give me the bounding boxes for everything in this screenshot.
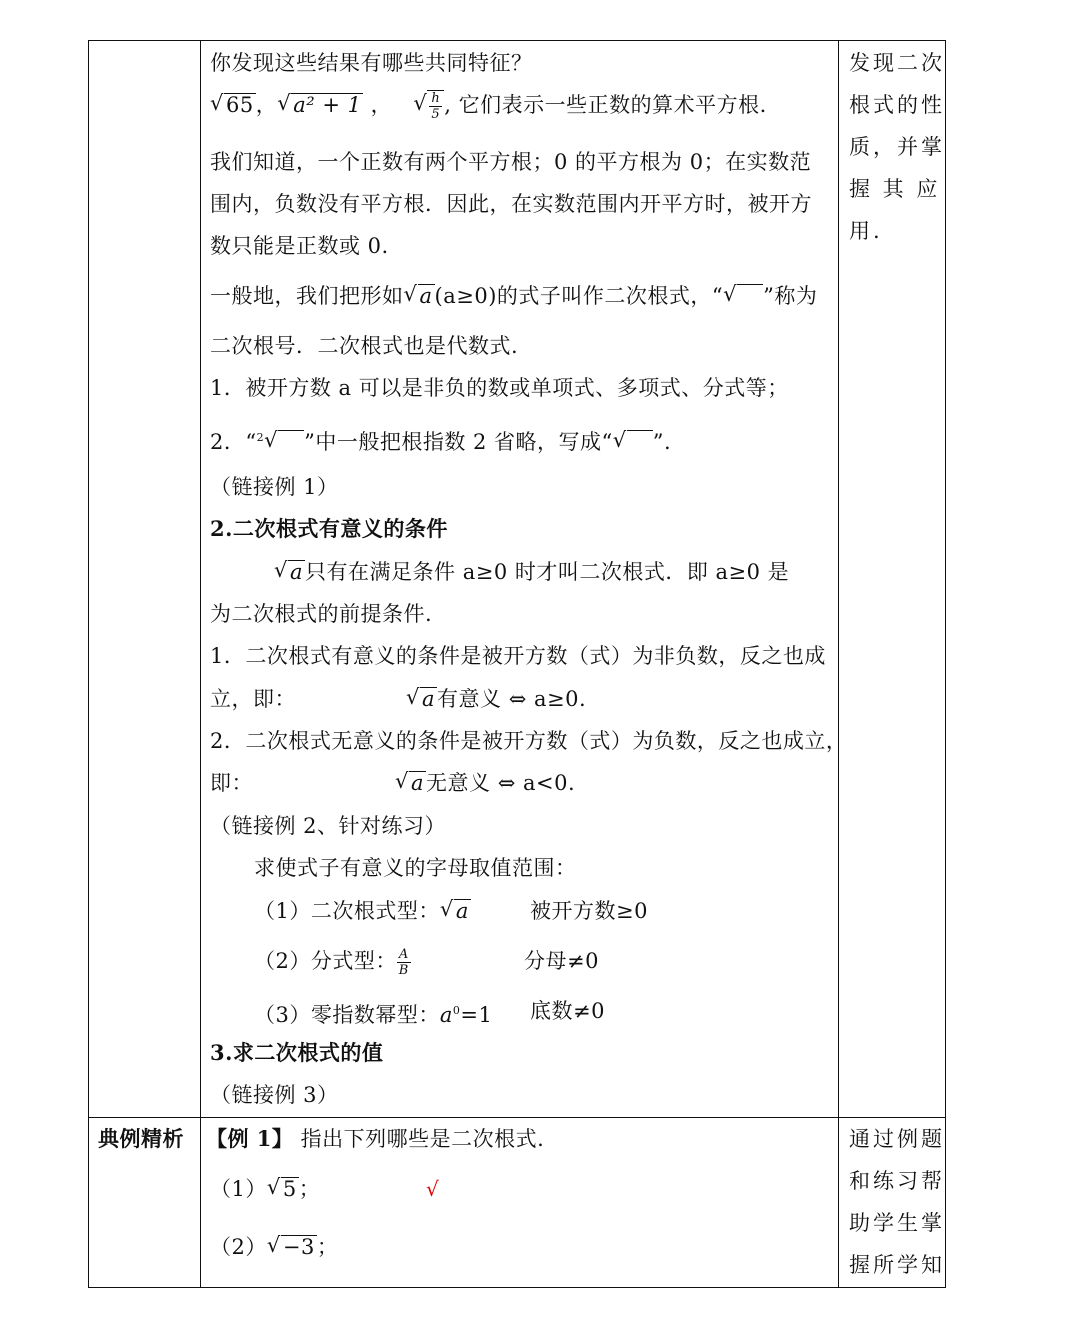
exponent-zero: 0 xyxy=(452,1004,461,1017)
range-rule-1-condition: 被开方数≥0 xyxy=(530,899,648,923)
range-rule-1 xyxy=(254,896,471,926)
text-line-examples: √ 65，√ a² + 1 ， √ $\frac{h}{5}$ , 它们表示一些正数的算术平方根. xyxy=(210,90,767,122)
text-fragment: 即： xyxy=(210,771,253,795)
text-fragment: 它们表示一些正数的算术平方根. xyxy=(458,93,767,117)
sqrt-a: a xyxy=(455,899,469,923)
text-line: 围内，负数没有平方根．因此，在实数范围内开平方时，被开方 xyxy=(210,192,812,216)
range-rule-3-condition: 底数≠0 xyxy=(530,999,605,1023)
note-line: 握 其 应 xyxy=(849,177,941,201)
text-fragment: ； xyxy=(316,1235,339,1259)
sqrt-a: a xyxy=(411,771,425,795)
example-title xyxy=(206,1124,544,1154)
text-line: 2．二次根式无意义的条件是被开方数（式）为负数，反之也成立， xyxy=(210,729,848,753)
text-fragment: （2） xyxy=(210,1235,267,1259)
text-fragment: =1 xyxy=(460,1003,493,1027)
text-fragment: （2）分式型： xyxy=(254,949,397,973)
table-border-top xyxy=(88,40,946,41)
table-border-left xyxy=(88,40,89,1288)
sqrt-65: 65 xyxy=(226,93,254,117)
note-line: 握所学知 xyxy=(849,1253,945,1277)
sqrt-a: a xyxy=(290,560,304,584)
note-line: 质，并掌 xyxy=(849,135,945,159)
example-number: 【例 1】 xyxy=(206,1126,294,1151)
text-fragment: 只有在满足条件 a≥0 时才叫二次根式．即 a≥0 是 xyxy=(305,560,790,584)
text-fragment: 一般地，我们把形如 xyxy=(210,284,404,308)
range-rule-2-condition: 分母≠0 xyxy=(524,949,599,973)
text-line xyxy=(274,557,789,587)
example-prompt: 指出下列哪些是二次根式. xyxy=(293,1127,545,1151)
text-fragment: 2．“ xyxy=(210,430,257,454)
sqrt-neg-3: −3 xyxy=(282,1235,315,1259)
base-a: a xyxy=(439,1003,453,1027)
text-line: 数只能是正数或 0. xyxy=(210,234,389,258)
text-fragment: ”. xyxy=(652,430,672,454)
text-line xyxy=(210,684,586,714)
text-fragment: 无意义 ⇔ a<0. xyxy=(426,771,576,795)
note-line: 通过例题 xyxy=(849,1127,945,1151)
sqrt-5: 5 xyxy=(282,1177,297,1201)
text-line: 二次根号．二次根式也是代数式. xyxy=(210,334,519,358)
text-line-definition xyxy=(210,281,817,311)
text-line: 1．被开方数 a 可以是非负的数或单项式、多项式、分式等； xyxy=(210,376,789,400)
text-line: 求使式子有意义的字母取值范围： xyxy=(254,856,577,880)
example-item-1 xyxy=(210,1174,320,1204)
check-mark: √ xyxy=(426,1177,440,1201)
range-rule-2 xyxy=(254,946,411,978)
section-heading: 2.二次根式有意义的条件 xyxy=(210,516,448,541)
sqrt-a: a xyxy=(419,284,433,308)
sqrt-a2-plus-1: a² + 1 xyxy=(293,93,362,117)
text-fragment: ”中一般把根指数 2 省略，写成“ xyxy=(304,430,613,454)
table-border-right xyxy=(945,40,946,1288)
link-note: （链接例 1） xyxy=(210,475,339,499)
note-line: 发现二次 xyxy=(849,51,945,75)
frac-numerator: √ h xyxy=(431,91,441,106)
table-divider-2 xyxy=(838,40,839,1288)
sqrt-a: a xyxy=(422,687,436,711)
text-fragment: 立，即： xyxy=(210,687,296,711)
text-fragment: ”称为 xyxy=(763,284,818,308)
table-border-bottom xyxy=(88,1287,946,1288)
text-fragment: ； xyxy=(298,1177,321,1201)
range-rule-3 xyxy=(254,996,492,1030)
text-line: 为二次根式的前提条件. xyxy=(210,602,433,626)
table-divider-1 xyxy=(200,40,201,1288)
frac-numerator: A xyxy=(398,947,409,962)
link-note: （链接例 3） xyxy=(210,1083,339,1107)
text-fragment: （3）零指数幂型： xyxy=(254,1003,440,1027)
text-line: 1．二次根式有意义的条件是被开方数（式）为非负数，反之也成 xyxy=(210,644,826,668)
text-line xyxy=(210,768,575,798)
text-line: 你发现这些结果有哪些共同特征？ xyxy=(210,51,533,75)
root-index: 2 xyxy=(256,431,265,444)
example-item-2 xyxy=(210,1232,338,1262)
table-row-divider xyxy=(88,1117,946,1118)
note-line: 用. xyxy=(849,219,883,243)
note-line: 和练习帮 xyxy=(849,1169,945,1193)
note-line: 助学生掌 xyxy=(849,1211,945,1235)
text-fragment: (a≥0)的式子叫作二次根式，“ xyxy=(434,284,724,308)
text-fragment: （1） xyxy=(210,1177,267,1201)
link-note: （链接例 2、针对练习） xyxy=(210,814,447,838)
lesson-table xyxy=(88,40,946,1288)
text-line-root-index xyxy=(210,423,671,457)
text-line: 我们知道，一个正数有两个平方根；0 的平方根为 0；在实数范 xyxy=(210,150,812,174)
text-fragment: 有意义 ⇔ a≥0. xyxy=(437,687,587,711)
frac-denominator: B xyxy=(398,963,409,978)
section-heading: 3.求二次根式的值 xyxy=(210,1040,384,1065)
text-fragment: （1）二次根式型： xyxy=(254,899,440,923)
frac-denominator: 5 xyxy=(431,107,441,122)
note-line: 根式的性 xyxy=(849,93,945,117)
row-label: 典例精析 xyxy=(98,1126,184,1151)
